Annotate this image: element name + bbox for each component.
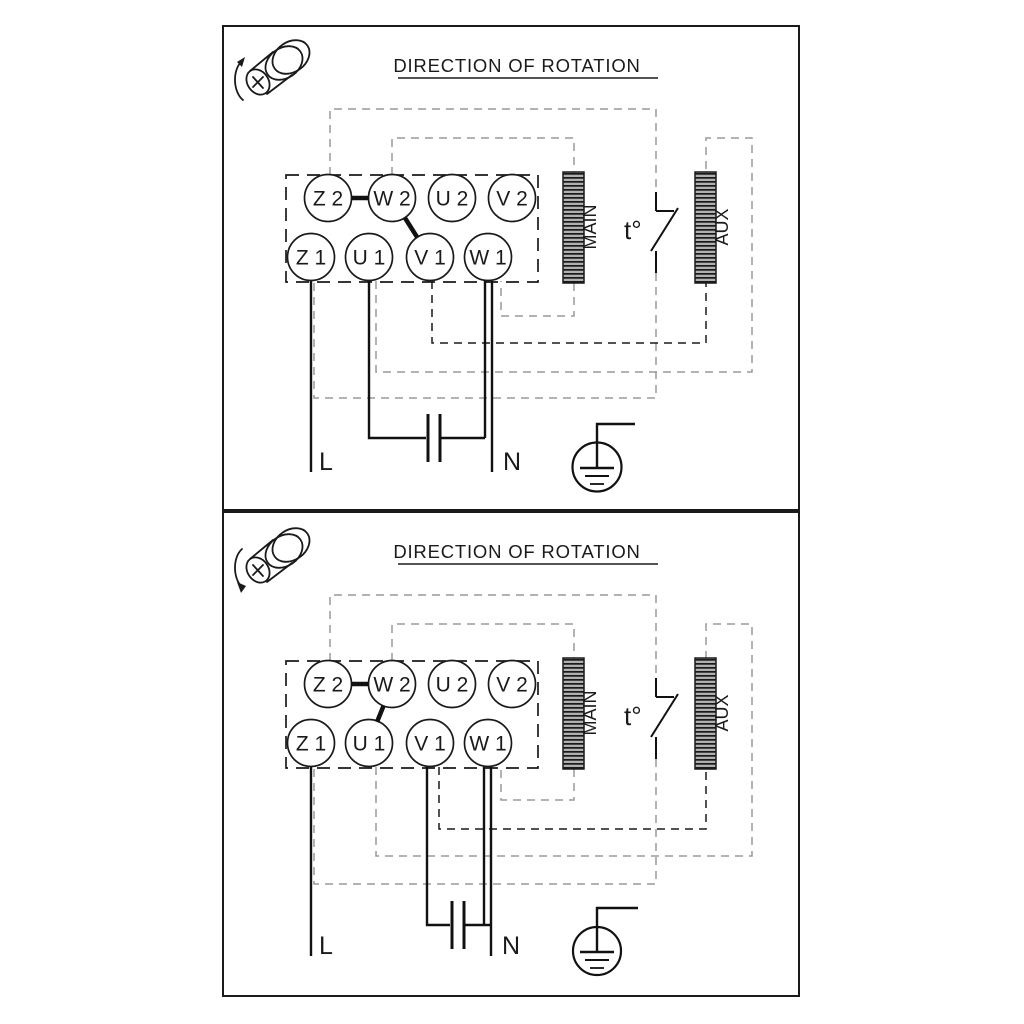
svg-text:Z 2: Z 2 — [312, 187, 344, 211]
panel-title: DIRECTION OF ROTATION — [393, 541, 641, 562]
terminal-U1 — [346, 234, 393, 281]
svg-text:U 1: U 1 — [352, 246, 386, 270]
thermal-switch — [651, 678, 678, 759]
main-winding-dashed-w2-w1 — [392, 138, 574, 316]
svg-text:Z 2: Z 2 — [312, 673, 344, 697]
svg-text:V 1: V 1 — [414, 732, 446, 756]
aux-winding-label: AUX — [712, 694, 732, 732]
terminal-W1 — [465, 234, 512, 281]
earth-ground-symbol — [573, 424, 636, 492]
terminal-W2 — [369, 661, 416, 708]
aux-winding-dashed-v1 — [432, 281, 706, 343]
terminal-U1 — [346, 720, 393, 767]
svg-text:V 2: V 2 — [496, 187, 528, 211]
thermal-switch — [651, 192, 678, 273]
terminal-V2 — [489, 175, 536, 222]
svg-text:U 1: U 1 — [352, 732, 386, 756]
aux-winding-dashed-v1 — [439, 767, 706, 829]
neutral-terminal-label: N — [503, 448, 522, 476]
svg-text:W 2: W 2 — [373, 673, 411, 697]
arrowhead — [237, 582, 246, 593]
terminal-V1 — [407, 720, 454, 767]
terminal-U2 — [429, 175, 476, 222]
rotation-ccw-icon — [235, 33, 316, 100]
svg-text:U 2: U 2 — [435, 187, 469, 211]
aux-winding-label: AUX — [712, 208, 732, 246]
svg-text:Z 1: Z 1 — [295, 732, 327, 756]
terminal-V2 — [489, 661, 536, 708]
panel-rotation-cw — [222, 511, 800, 997]
terminal-Z1 — [288, 234, 335, 281]
rotation-cw-icon — [235, 521, 316, 593]
wire-u1-to-capacitor — [369, 281, 426, 438]
svg-text:W 1: W 1 — [469, 732, 507, 756]
earth-ground-symbol — [573, 908, 638, 975]
panel-rotation-ccw — [222, 25, 800, 511]
terminal-W2 — [369, 175, 416, 222]
svg-text:Z 1: Z 1 — [295, 246, 327, 270]
line-terminal-label: L — [319, 448, 333, 476]
terminal-Z2 — [305, 661, 352, 708]
terminal-Z1 — [288, 720, 335, 767]
terminal-U2 — [429, 661, 476, 708]
terminal-V1 — [407, 234, 454, 281]
bridge-w2-u1 — [377, 706, 384, 722]
terminal-Z2 — [305, 175, 352, 222]
svg-text:W 1: W 1 — [469, 246, 507, 270]
bridge-w2-v1 — [405, 218, 417, 237]
svg-text:V 1: V 1 — [414, 246, 446, 270]
main-winding-label: MAIN — [580, 690, 600, 736]
terminal-W1 — [465, 720, 512, 767]
panel-title: DIRECTION OF ROTATION — [393, 55, 641, 76]
capacitor — [428, 414, 485, 462]
wire-v1-to-capacitor — [427, 767, 450, 925]
line-terminal-label: L — [319, 932, 333, 960]
thermal-switch-label: t° — [624, 701, 642, 731]
svg-text:V 2: V 2 — [496, 673, 528, 697]
main-winding-label: MAIN — [580, 204, 600, 250]
thermal-switch-label: t° — [624, 215, 642, 245]
svg-text:U 2: U 2 — [435, 673, 469, 697]
neutral-terminal-label: N — [502, 932, 521, 960]
svg-text:W 2: W 2 — [373, 187, 411, 211]
